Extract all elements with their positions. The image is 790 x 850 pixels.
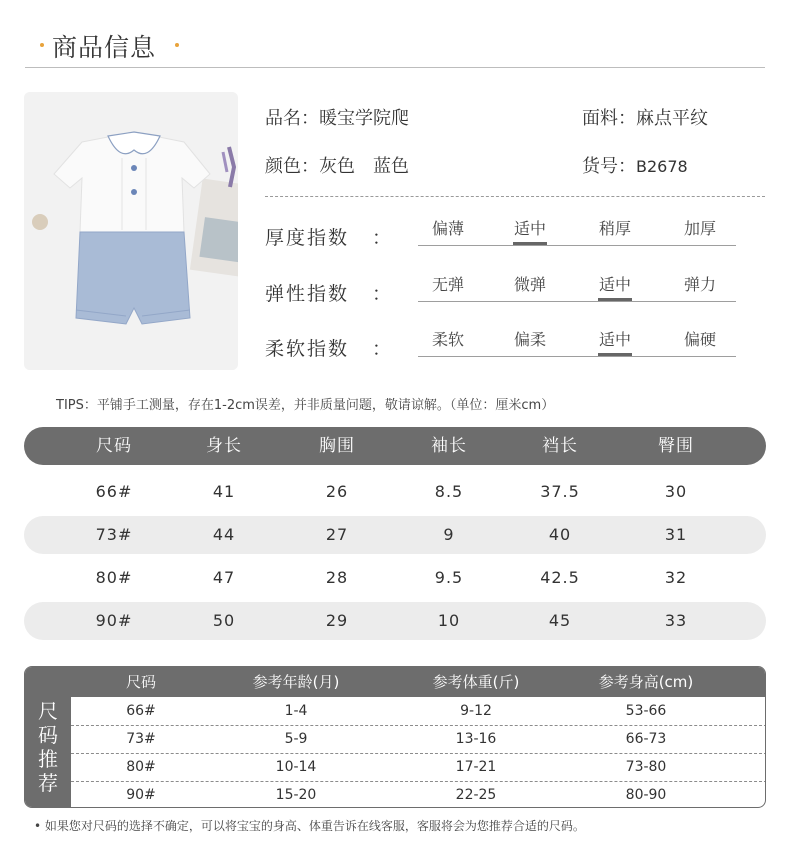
table-cell: 10 [437,611,461,630]
table-cell: 33 [664,611,688,630]
table-cell: 30 [664,482,688,501]
table-cell: 1-4 [284,703,308,719]
column-header: 尺码 [96,436,132,456]
index-options [418,268,736,302]
table-cell: 31 [664,525,688,544]
index-colon: ： [372,338,392,360]
bullet-dot-icon [40,43,44,47]
selected-mark [598,353,632,356]
table-cell: 66# [95,482,133,501]
bullet-dot-icon [175,43,179,47]
index-option: 无弹 [431,275,464,294]
table-cell: 66-73 [625,731,667,747]
table-cell: 45 [548,611,572,630]
column-header: 胸围 [319,436,355,456]
index-options [418,323,736,357]
table-cell: 28 [325,568,349,587]
table-cell: 13-16 [455,731,497,747]
table-cell: 73-80 [625,759,667,775]
side-label-char: 尺 [38,699,58,723]
table-cell: 53-66 [625,703,667,719]
section-title: 商品信息 [52,33,157,62]
table-cell: 9 [443,525,455,544]
table-cell: 22-25 [455,787,497,803]
column-header: 参考年龄(月) [252,673,340,691]
product-sku [582,152,688,178]
measurement-tips: TIPS：平铺手工测量，存在1-2cm误差，并非质量问题，敬请谅解。（单位：厘米cm） [56,398,555,413]
size-advice-note: • 如果您对尺码的选择不确定，可以将宝宝的身高、体重告诉在线客服，客服将会为您推荐合适的尺码。 [34,819,585,833]
table-cell: 8.5 [434,482,464,501]
index-option: 稍厚 [598,219,631,238]
index-option: 加厚 [683,219,716,238]
selected-mark [513,242,547,245]
index-option: 偏薄 [431,219,464,238]
divider [25,67,765,68]
column-header: 裆长 [542,436,578,456]
table-cell: 80# [95,568,133,587]
table-cell: 80# [126,759,156,775]
table-cell: 50 [212,611,236,630]
table-cell: 29 [325,611,349,630]
fabric-value: 麻点平纹 [636,108,708,129]
table-cell: 73# [95,525,133,544]
table-row [24,473,766,511]
side-label-char: 荐 [38,771,58,795]
table-cell: 41 [212,482,236,501]
table-cell: 17-21 [455,759,497,775]
table-row [24,559,766,597]
table-cell: 47 [212,568,236,587]
color-value: 灰色 蓝色 [319,156,409,177]
index-options [418,212,736,246]
section-header [0,0,790,70]
column-header: 身长 [206,436,242,456]
baby-romper-illustration [24,92,238,370]
table-cell: 15-20 [275,787,317,803]
table-cell: 5-9 [284,731,308,747]
table-cell: 9.5 [434,568,464,587]
fabric-label: 面料： [582,108,636,129]
index-colon: ： [372,283,392,305]
table-cell: 90# [95,611,133,630]
product-photo [24,92,238,370]
column-header: 袖长 [431,436,467,456]
selected-mark [598,298,632,301]
side-label-char: 码 [38,723,58,747]
dashed-divider [265,196,765,197]
table-cell: 90# [126,787,156,803]
index-option: 微弹 [513,275,546,294]
table-row [24,602,766,640]
recommend-side-label [25,667,71,808]
size-table-header [24,427,766,465]
recommend-header [71,667,766,697]
table-cell: 27 [325,525,349,544]
table-cell: 40 [548,525,572,544]
product-fabric [582,104,708,130]
table-cell: 73# [126,731,156,747]
table-cell: 42.5 [540,568,580,587]
index-option-selected: 适中 [585,327,645,350]
table-cell: 10-14 [275,759,317,775]
table-cell: 9-12 [460,703,492,719]
table-cell: 66# [126,703,156,719]
column-header: 参考体重(斤) [432,673,520,691]
column-header: 参考身高(cm) [598,673,694,691]
side-label-char: 推 [38,747,58,771]
table-cell: 37.5 [540,482,580,501]
index-label: 弹性指数 [265,283,350,305]
product-name-label: 品名： [265,108,319,129]
index-option-selected: 适中 [585,272,645,295]
index-option: 弹力 [683,275,716,294]
index-label: 柔软指数 [265,338,350,360]
sku-label: 货号： [582,156,636,177]
product-name-value: 暖宝学院爬 [319,108,409,129]
size-recommend-table [24,666,766,808]
table-cell: 32 [664,568,688,587]
column-header: 尺码 [125,673,156,691]
table-cell: 26 [325,482,349,501]
index-option: 柔软 [431,330,464,349]
table-cell: 44 [212,525,236,544]
index-option: 偏硬 [683,330,716,349]
index-option: 偏柔 [513,330,546,349]
index-label: 厚度指数 [265,227,350,249]
index-colon: ： [372,227,392,249]
sku-value: B2678 [636,157,688,176]
color-label: 颜色： [265,156,319,177]
table-row [24,516,766,554]
column-header: 臀围 [658,436,694,456]
product-name [265,104,409,130]
index-option-selected: 适中 [500,216,560,239]
product-color [265,152,409,178]
table-cell: 80-90 [625,787,667,803]
